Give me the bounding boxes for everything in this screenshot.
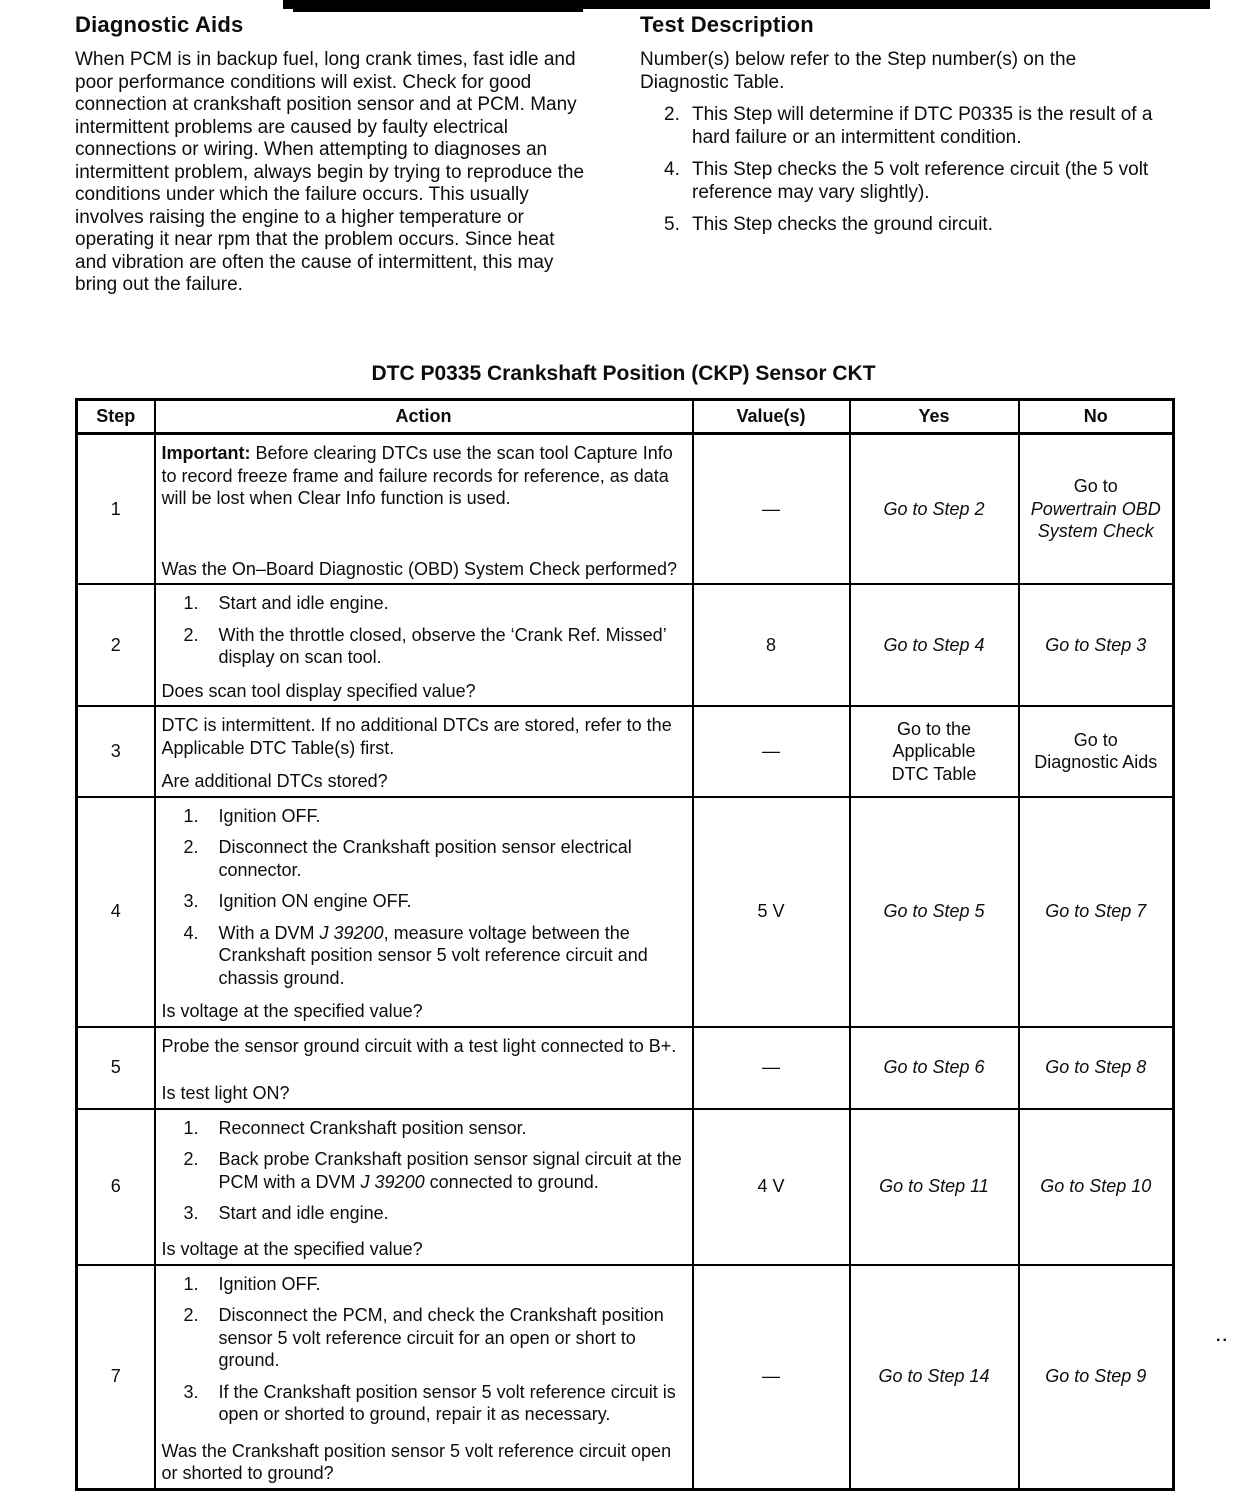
action-item-text [219,1148,686,1193]
no-cell [1019,1265,1174,1490]
action-item [162,836,686,881]
action-content [156,1110,692,1264]
goto-line: Go to Step 14 [878,1366,990,1387]
table-row [77,1027,1174,1109]
action-cell [155,706,693,797]
goto-line: Powertrain OBD [1030,498,1161,519]
text-segment: Start and idle engine. [218,1203,389,1223]
text-segment: With a DVM [218,922,320,943]
value-cell: 8 [693,584,850,706]
col-header-step: Step [77,400,155,434]
col-header-action: Action [155,400,693,434]
action-item-number: 2. [183,1149,199,1169]
yes-cell [850,1265,1019,1490]
yes-cell [850,797,1019,1027]
action-content [156,1028,692,1108]
action-item-text [162,714,686,759]
action-items [162,1273,686,1435]
action-item [162,1273,686,1296]
table-title: DTC P0335 Crankshaft Position (CKP) Sensor CKT [371,362,876,385]
table-row [77,797,1174,1027]
no-cell [1019,1109,1174,1265]
value-cell: — [693,1265,850,1490]
value-cell: — [693,706,850,797]
action-item-text [162,1035,686,1058]
item-text: This Step checks the ground circuit. [692,214,993,235]
item-number: 4. [664,159,680,180]
diagnostic-table-section [75,362,1172,1491]
goto-line: Go to [1073,729,1118,750]
test-description-item [664,104,1170,149]
text-segment: Ignition ON engine OFF. [218,891,412,911]
test-description-section [640,12,1170,237]
text-segment: J 39200 [319,922,384,943]
action-item-number: 2. [183,624,199,645]
action-item-number: 3. [183,1381,199,1402]
text-segment: Ignition OFF. [218,1273,321,1294]
action-item-number: 1. [183,1117,199,1138]
action-cell [155,1265,693,1490]
action-items [162,442,686,519]
no-cell [1019,706,1174,797]
text-segment: , measure voltage between the Crankshaft position sensor 5 volt reference circuit and chassis ground. [218,922,648,988]
action-cell [155,584,693,706]
action-items [162,714,686,768]
goto-line: Applicable [892,741,976,761]
action-cell [155,797,693,1027]
step-cell: 3 [77,706,155,797]
goto-line: Go to Step 9 [1045,1366,1147,1387]
text-segment: If the Crankshaft position sensor 5 volt reference circuit is open or shorted to ground, repair it as necessary. [218,1381,676,1424]
step-cell: 7 [77,1265,155,1490]
action-content [156,798,692,1026]
action-item-number: 4. [183,922,199,943]
action-item-text [219,1304,686,1372]
goto-line: DTC Table [891,763,977,784]
action-item [162,592,686,615]
action-content [156,585,692,705]
action-item-number: 3. [183,1203,199,1223]
action-content [156,707,692,796]
yes-cell [850,1109,1019,1265]
action-item-number: 1. [183,593,199,613]
col-header-no: No [1019,400,1174,434]
yes-cell [850,706,1019,797]
value-cell: 4 V [693,1109,850,1265]
text-segment: Start and idle engine. [218,593,389,613]
goto-line: Diagnostic Aids [1034,752,1158,773]
yes-cell [850,584,1019,706]
action-item [162,714,686,759]
action-cell [155,1027,693,1109]
action-item [162,1035,686,1058]
action-item [162,1202,686,1225]
action-question: Are additional DTCs stored? [161,771,388,791]
action-item-text [219,1202,686,1225]
no-cell [1019,797,1174,1027]
test-description-list [640,104,1170,237]
action-item [162,624,686,669]
text-segment: DTC is intermittent. If no additional DTCs are stored, refer to the Applicable DTC Table(s) first. [161,715,672,758]
action-content [156,1266,692,1488]
diagnostic-table [75,398,1175,1491]
action-question: Is voltage at the specified value? [161,1239,423,1259]
scan-artifact-bar [283,0,1210,9]
goto-line: Go to Step 4 [883,634,985,655]
action-items [162,805,686,999]
action-item [162,1117,686,1140]
text-segment: connected to ground. [424,1171,599,1192]
no-cell [1019,1027,1174,1109]
col-header-values: Value(s) [693,400,850,434]
step-cell: 5 [77,1027,155,1109]
value-cell: — [693,434,850,585]
test-description-item [664,214,1170,237]
step-cell: 4 [77,797,155,1027]
table-row [77,1109,1174,1265]
table-row [77,1265,1174,1490]
text-segment: Disconnect the PCM, and check the Crankshaft position sensor 5 volt reference circuit for an open or short to ground. [218,1305,664,1370]
text-segment: Disconnect the Crankshaft position sensor electrical connector. [218,837,632,880]
action-cell [155,434,693,585]
no-cell [1019,434,1174,585]
text-segment: Probe the sensor ground circuit with a test light connected to B+. [161,1035,677,1056]
test-description-item [664,159,1170,204]
action-item [162,890,686,913]
goto-line: Go to Step 5 [883,901,985,922]
action-item-number: 1. [183,805,199,826]
action-question: Was the Crankshaft position sensor 5 volt reference circuit open or shorted to ground? [161,1440,672,1483]
goto-line: Go to Step 11 [879,1176,989,1197]
action-item [162,805,686,828]
text-segment: With the throttle closed, observe the ‘Crank Ref. Missed’ display on scan tool. [218,624,667,667]
goto-line: Go to Step 7 [1045,901,1147,922]
text-segment: Reconnect Crankshaft position sensor. [218,1117,527,1138]
no-cell [1019,584,1174,706]
table-row [77,434,1174,585]
action-content [156,435,692,583]
text-segment: Ignition OFF. [218,805,321,826]
action-items [162,592,686,678]
diagnostic-aids-section [75,12,591,297]
yes-cell [850,1027,1019,1109]
action-cell [155,1109,693,1265]
test-description-intro: Number(s) below refer to the Step number(s) on the Diagnostic Table. [640,49,1077,93]
step-cell: 6 [77,1109,155,1265]
action-item-text [219,922,686,990]
test-description-title: Test Description [640,12,814,37]
goto-line: Go to Step 6 [883,1057,985,1078]
table-header-row [77,400,1174,434]
col-header-yes: Yes [850,400,1019,434]
diagnostic-aids-title: Diagnostic Aids [75,12,244,37]
goto-line: Go to Step 2 [883,498,985,519]
action-item-text [219,1381,686,1426]
action-question: Is test light ON? [161,1083,290,1103]
action-item-number: 2. [183,837,199,857]
action-item-number: 2. [183,1305,199,1325]
text-segment: Back probe Crankshaft position sensor signal circuit at the PCM with a DVM [218,1149,682,1192]
action-item-text [219,1273,686,1296]
text-segment: Before clearing DTCs use the scan tool Capture Info to record freeze frame and failure records for reference, as data will be lost when Clear Info function is used. [161,443,673,508]
text-segment: J 39200 [360,1171,425,1192]
action-item-text [219,624,686,669]
scan-speck: .. [1216,1328,1229,1345]
goto-line: Go to [1073,476,1118,497]
action-item-text [219,890,686,913]
action-item-text [219,1117,686,1140]
step-cell: 1 [77,434,155,585]
item-text: This Step checks the 5 volt reference circuit (the 5 volt reference may vary slightly). [692,159,1149,203]
table-row [77,706,1174,797]
action-item-text [219,592,686,615]
action-item [162,1381,686,1426]
goto-line: Go to the [896,718,972,739]
text-segment: Important: [161,443,251,463]
action-item-number: 3. [183,891,199,911]
goto-line: Go to Step 3 [1045,634,1147,655]
action-item-text [219,805,686,828]
item-number: 2. [664,104,680,125]
action-item-text [219,836,686,881]
action-item-text [162,442,686,510]
item-text: This Step will determine if DTC P0335 is the result of a hard failure or an intermittent condition. [692,104,1153,148]
action-item [162,1304,686,1372]
item-number: 5. [664,214,680,235]
value-cell: 5 V [693,797,850,1027]
action-item [162,442,686,510]
action-items [162,1035,686,1067]
table-row [77,584,1174,706]
step-cell: 2 [77,584,155,706]
action-question: Does scan tool display specified value? [161,680,476,701]
action-item [162,922,686,990]
action-items [162,1117,686,1234]
diagnostic-aids-body: When PCM is in backup fuel, long crank times, fast idle and poor performance conditions will exist. Check for good connection at crankshaft position sensor and at PCM. Many intermittent problems are caused by faulty electrical connections or wiring. When attempting to diagnoses an intermittent problem, always begin by trying to reproduce the conditions under which the failure occurs. This usually involves raising the engine to a higher temperature or operating it near rpm that the problem occurs. Since heat and vibration are often the cause of intermittent, this may bring out the failure. [75,49,585,295]
action-item [162,1148,686,1193]
goto-line: Go to Step 10 [1040,1176,1152,1197]
goto-line: System Check [1037,521,1154,542]
action-item-number: 1. [183,1273,199,1294]
value-cell: — [693,1027,850,1109]
yes-cell [850,434,1019,585]
action-question: Was the On–Board Diagnostic (OBD) System Check performed? [161,558,678,579]
goto-line: Go to Step 8 [1045,1057,1147,1078]
action-question: Is voltage at the specified value? [161,1001,423,1021]
